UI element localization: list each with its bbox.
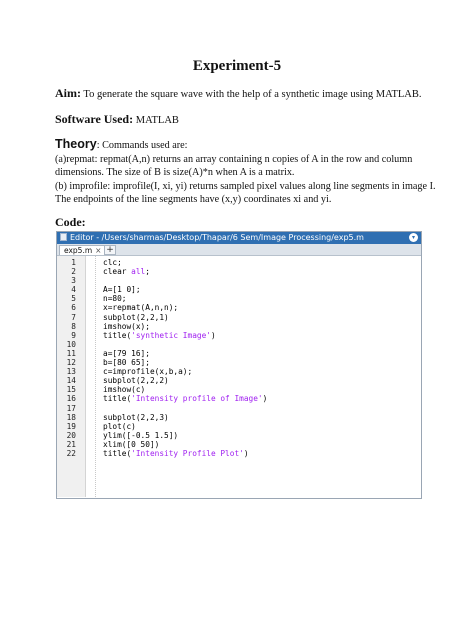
- code-token: ): [262, 394, 268, 404]
- theory-section: [55, 137, 436, 207]
- line-number: 9: [71, 330, 76, 340]
- line-number: 15: [66, 385, 76, 395]
- code-line[interactable]: [57, 294, 421, 303]
- code-text: [103, 422, 136, 431]
- code-token-highlight: all: [131, 267, 146, 277]
- code-line[interactable]: [57, 413, 421, 422]
- line-number: 22: [66, 448, 76, 458]
- document-icon: [60, 233, 67, 241]
- line-number: 14: [66, 376, 76, 386]
- code-token: plot(c): [103, 421, 136, 431]
- line-number: 18: [66, 412, 76, 422]
- line-number: 8: [71, 321, 76, 331]
- code-token: ;: [145, 267, 150, 277]
- editor-tab-bar: [57, 244, 421, 256]
- line-number: 2: [71, 267, 76, 277]
- code-line[interactable]: [57, 285, 421, 294]
- code-token: b=[80 65];: [103, 358, 150, 368]
- code-token: subplot(2,2,3): [103, 412, 169, 422]
- aim-label: Aim:: [55, 86, 81, 100]
- code-line[interactable]: [57, 376, 421, 385]
- code-text: [103, 431, 178, 440]
- code-token: xlim([0 50]): [103, 439, 160, 449]
- code-line[interactable]: [57, 258, 421, 267]
- code-text: [103, 313, 169, 322]
- code-token: n=80;: [103, 294, 127, 304]
- code-token: c=improfile(x,b,a);: [103, 367, 193, 377]
- close-icon[interactable]: ×: [95, 246, 102, 255]
- code-text: [103, 285, 141, 294]
- code-token-highlight: 'Intensity Profile Plot': [131, 448, 244, 458]
- code-token: title(: [103, 448, 132, 458]
- editor-titlebar: [57, 232, 421, 244]
- code-line[interactable]: [57, 422, 421, 431]
- theory-line: The endpoints of the line segments have (x,y) coordinates xi and yi.: [55, 194, 332, 206]
- theory-line: (b) improfile: improfile(I, xi, yi) returns sampled pixel values along line segments in image I.: [55, 180, 436, 192]
- code-token: subplot(2,2,1): [103, 312, 169, 322]
- code-token: A=[1 0];: [103, 285, 141, 295]
- code-text: [103, 413, 169, 422]
- line-number: 20: [66, 430, 76, 440]
- software-paragraph: [55, 112, 179, 127]
- editor-title: Editor - /Users/sharmas/Desktop/Thapar/6 Sem/Image Processing/exp5.m: [70, 233, 364, 242]
- code-line[interactable]: [57, 331, 421, 340]
- code-line[interactable]: [57, 385, 421, 394]
- code-token-highlight: 'synthetic Image': [131, 330, 211, 340]
- code-token: subplot(2,2,2): [103, 376, 169, 386]
- matlab-editor-window: [56, 231, 422, 499]
- line-number: 16: [66, 394, 76, 404]
- code-token: title(: [103, 330, 132, 340]
- code-line[interactable]: [57, 276, 421, 285]
- code-token-highlight: 'Intensity profile of Image': [131, 394, 263, 404]
- code-line[interactable]: [57, 313, 421, 322]
- line-number: 13: [66, 367, 76, 377]
- line-number: 3: [71, 276, 76, 286]
- code-text: [103, 258, 122, 267]
- line-number: 6: [71, 303, 76, 313]
- code-token: ): [243, 448, 249, 458]
- theory-heading-line: [55, 138, 425, 153]
- line-number: 7: [71, 312, 76, 322]
- code-text: [103, 440, 159, 449]
- code-line[interactable]: [57, 349, 421, 358]
- code-token: imshow(c): [103, 385, 146, 395]
- theory-line: (a)repmat: repmat(A,n) returns an array containing n copies of A in the row and column: [55, 153, 413, 165]
- code-line[interactable]: [57, 340, 421, 349]
- code-token: x=repmat(A,n,n);: [103, 303, 179, 313]
- code-text: [103, 367, 192, 376]
- code-token: a=[79 16];: [103, 348, 150, 358]
- code-line[interactable]: [57, 303, 421, 312]
- line-number: 17: [66, 403, 76, 413]
- code-line[interactable]: [57, 267, 421, 276]
- editor-menu-icon[interactable]: ▾: [409, 233, 418, 242]
- code-token: clc;: [103, 258, 122, 267]
- code-token: clear: [103, 267, 132, 277]
- code-text: [103, 358, 150, 367]
- code-text: [103, 385, 145, 394]
- code-token: ): [210, 330, 216, 340]
- code-text: [103, 294, 126, 303]
- code-line[interactable]: [57, 394, 421, 403]
- code-line[interactable]: [57, 322, 421, 331]
- line-number: 4: [71, 285, 76, 295]
- software-label: Software Used:: [55, 112, 134, 126]
- code-text: [103, 331, 216, 340]
- line-number: 19: [66, 421, 76, 431]
- code-text: [103, 303, 178, 312]
- theory-label: Theory: [55, 137, 97, 151]
- code-line[interactable]: [57, 358, 421, 367]
- code-line[interactable]: [57, 449, 421, 458]
- line-number: 12: [66, 358, 76, 368]
- line-number: 11: [66, 348, 76, 358]
- code-text: [103, 322, 150, 331]
- editor-body[interactable]: [57, 256, 421, 497]
- code-token: ylim([-0.5 1.5]): [103, 430, 179, 440]
- code-token: imshow(x);: [103, 321, 150, 331]
- aim-paragraph: [55, 86, 455, 101]
- theory-line: dimensions. The size of B is size(A)*n when A is a matrix.: [55, 167, 295, 179]
- add-tab-button[interactable]: +: [104, 245, 116, 255]
- line-number: 10: [66, 339, 76, 349]
- code-text: [103, 394, 267, 403]
- code-line[interactable]: [57, 367, 421, 376]
- tab-label: exp5.m: [64, 246, 93, 255]
- line-number: 21: [66, 439, 76, 449]
- aim-text: To generate the square wave with the help of a synthetic image using MATLAB.: [81, 89, 422, 100]
- page-title: Experiment-5: [192, 58, 282, 74]
- code-line[interactable]: [57, 440, 421, 449]
- code-line[interactable]: [57, 404, 421, 413]
- theory-intro: : Commands used are:: [96, 140, 188, 151]
- line-number: 5: [71, 294, 76, 304]
- code-line[interactable]: [57, 431, 421, 440]
- code-token: title(: [103, 394, 132, 404]
- code-label: Code:: [55, 215, 86, 229]
- tab-exp5[interactable]: [59, 245, 106, 255]
- software-text: MATLAB: [133, 115, 179, 126]
- code-area[interactable]: [57, 258, 421, 458]
- code-text: [103, 376, 169, 385]
- line-number: 1: [71, 258, 76, 267]
- code-text: [103, 267, 150, 276]
- code-text: [103, 449, 249, 458]
- code-text: [103, 349, 150, 358]
